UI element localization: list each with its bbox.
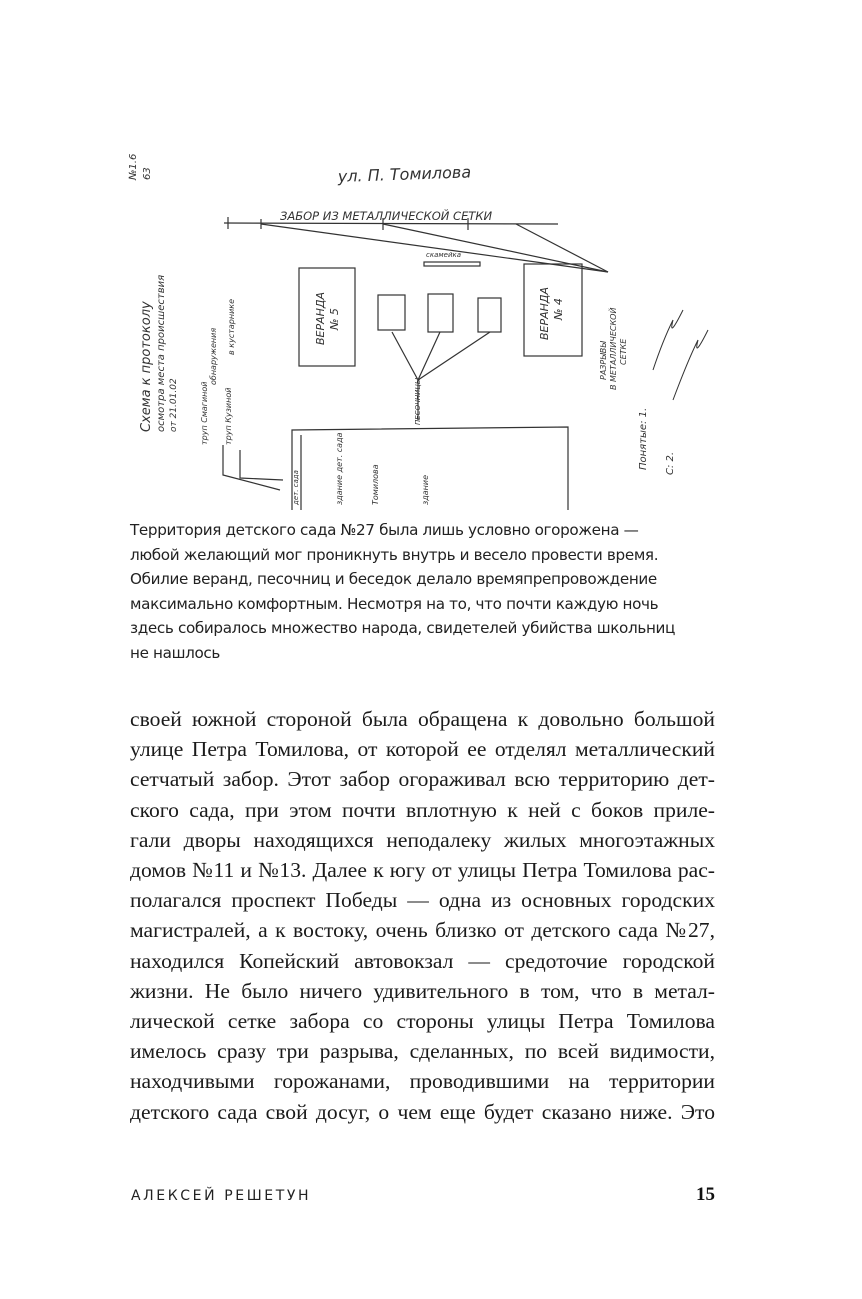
body-line: домов №11 и №13. Далее к югу от улицы Петра Томилова рас-	[130, 858, 715, 883]
svg-text:ВЕРАНДА: ВЕРАНДА	[538, 286, 551, 340]
running-footer-author: АЛЕКСЕЙ РЕШЕТУН	[131, 1188, 312, 1204]
caption-line: не нашлось	[130, 643, 221, 662]
caption-line: Территория детского сада №27 была лишь условно огорожена —	[130, 521, 639, 539]
svg-text:дет. сада: дет. сада	[292, 470, 300, 505]
caption-line: Обилие веранд, песочниц и беседок делало времяпрепровождение	[130, 570, 657, 589]
page-number: 15	[696, 1184, 715, 1205]
svg-text:ПЕСОЧНИЦЫ: ПЕСОЧНИЦЫ	[414, 378, 422, 425]
body-line: лической сетке забора со стороны улицы Петра Томилова	[130, 1009, 715, 1034]
svg-text:осмотра места происшествия: осмотра места происшествия	[156, 274, 167, 432]
body-line: находчивыми горожанами, проводившими на территории	[130, 1069, 715, 1094]
svg-text:скамейка: скамейка	[426, 251, 462, 259]
crime-scene-sketch	[128, 140, 728, 510]
svg-text:С: 2.: С: 2.	[665, 451, 676, 475]
svg-text:ЗАБОР ИЗ МЕТАЛЛИЧЕСКОЙ СЕТКИ: ЗАБОР ИЗ МЕТАЛЛИЧЕСКОЙ СЕТКИ	[280, 209, 493, 223]
body-line: своей южной стороной была обращена к довольно большой	[130, 707, 715, 731]
body-line: имелось сразу три разрыва, сделанных, по всей видимости,	[130, 1039, 715, 1064]
svg-text:СЕТКЕ: СЕТКЕ	[619, 338, 628, 365]
svg-text:от 21.01.02: от 21.01.02	[169, 378, 179, 432]
svg-text:здание дет. сада: здание дет. сада	[335, 432, 344, 505]
svg-text:в кустарнике: в кустарнике	[227, 298, 236, 355]
svg-text:Понятые: 1.: Понятые: 1.	[638, 407, 649, 470]
svg-text:РАЗРЫВЫ: РАЗРЫВЫ	[599, 341, 608, 380]
body-line: жизни. Не было ничего удивительного в том, что в метал-	[130, 978, 715, 1003]
svg-text:№ 4: № 4	[552, 298, 565, 320]
body-line: сетчатый забор. Этот забор огораживал всю территорию дет-	[130, 767, 715, 792]
figure-caption	[130, 518, 730, 666]
svg-text:№1.6: №1.6	[128, 153, 139, 180]
body-line: магистралей, а к востоку, очень близко от детского сада №27,	[130, 918, 715, 943]
body-line: ского сада, при этом почти вплотную к ней с боков приле-	[130, 797, 715, 822]
caption-line: максимально комфортным. Несмотря на то, что почти каждую ночь	[130, 594, 659, 613]
body-paragraph	[130, 704, 715, 1127]
body-line: находился Копейский автовокзал — средоточие городской	[130, 948, 715, 973]
svg-text:Схема к протоколу: Схема к протоколу	[139, 301, 154, 432]
body-line: улице Петра Томилова, от которой ее отделял металлический	[130, 737, 715, 762]
svg-text:ул. П. Томилова: ул. П. Томилова	[337, 162, 472, 186]
body-line: гали дворы находящихся неподалеку жилых многоэтажных	[130, 827, 715, 852]
svg-text:труп Кузиной: труп Кузиной	[224, 387, 233, 445]
caption-line: здесь собиралось множество народа, свидетелей убийства школьниц	[130, 619, 676, 638]
svg-text:№ 5: № 5	[328, 308, 341, 330]
svg-text:В МЕТАЛЛИЧЕСКОЙ: В МЕТАЛЛИЧЕСКОЙ	[609, 307, 618, 390]
svg-text:труп Смагиной: труп Смагиной	[200, 381, 209, 445]
svg-text:здание: здание	[421, 474, 430, 505]
svg-text:Томилова: Томилова	[371, 464, 380, 505]
body-line: детского сада свой досуг, о чем еще будет сказано ниже. Это	[130, 1099, 715, 1124]
caption-line: любой желающий мог проникнуть внутрь и весело провести время.	[130, 545, 659, 564]
svg-text:63: 63	[142, 167, 153, 180]
svg-text:обнаружения: обнаружения	[209, 327, 218, 385]
svg-text:ВЕРАНДА: ВЕРАНДА	[314, 291, 327, 345]
body-line: полагался проспект Победы — одна из основных городских	[130, 888, 715, 913]
